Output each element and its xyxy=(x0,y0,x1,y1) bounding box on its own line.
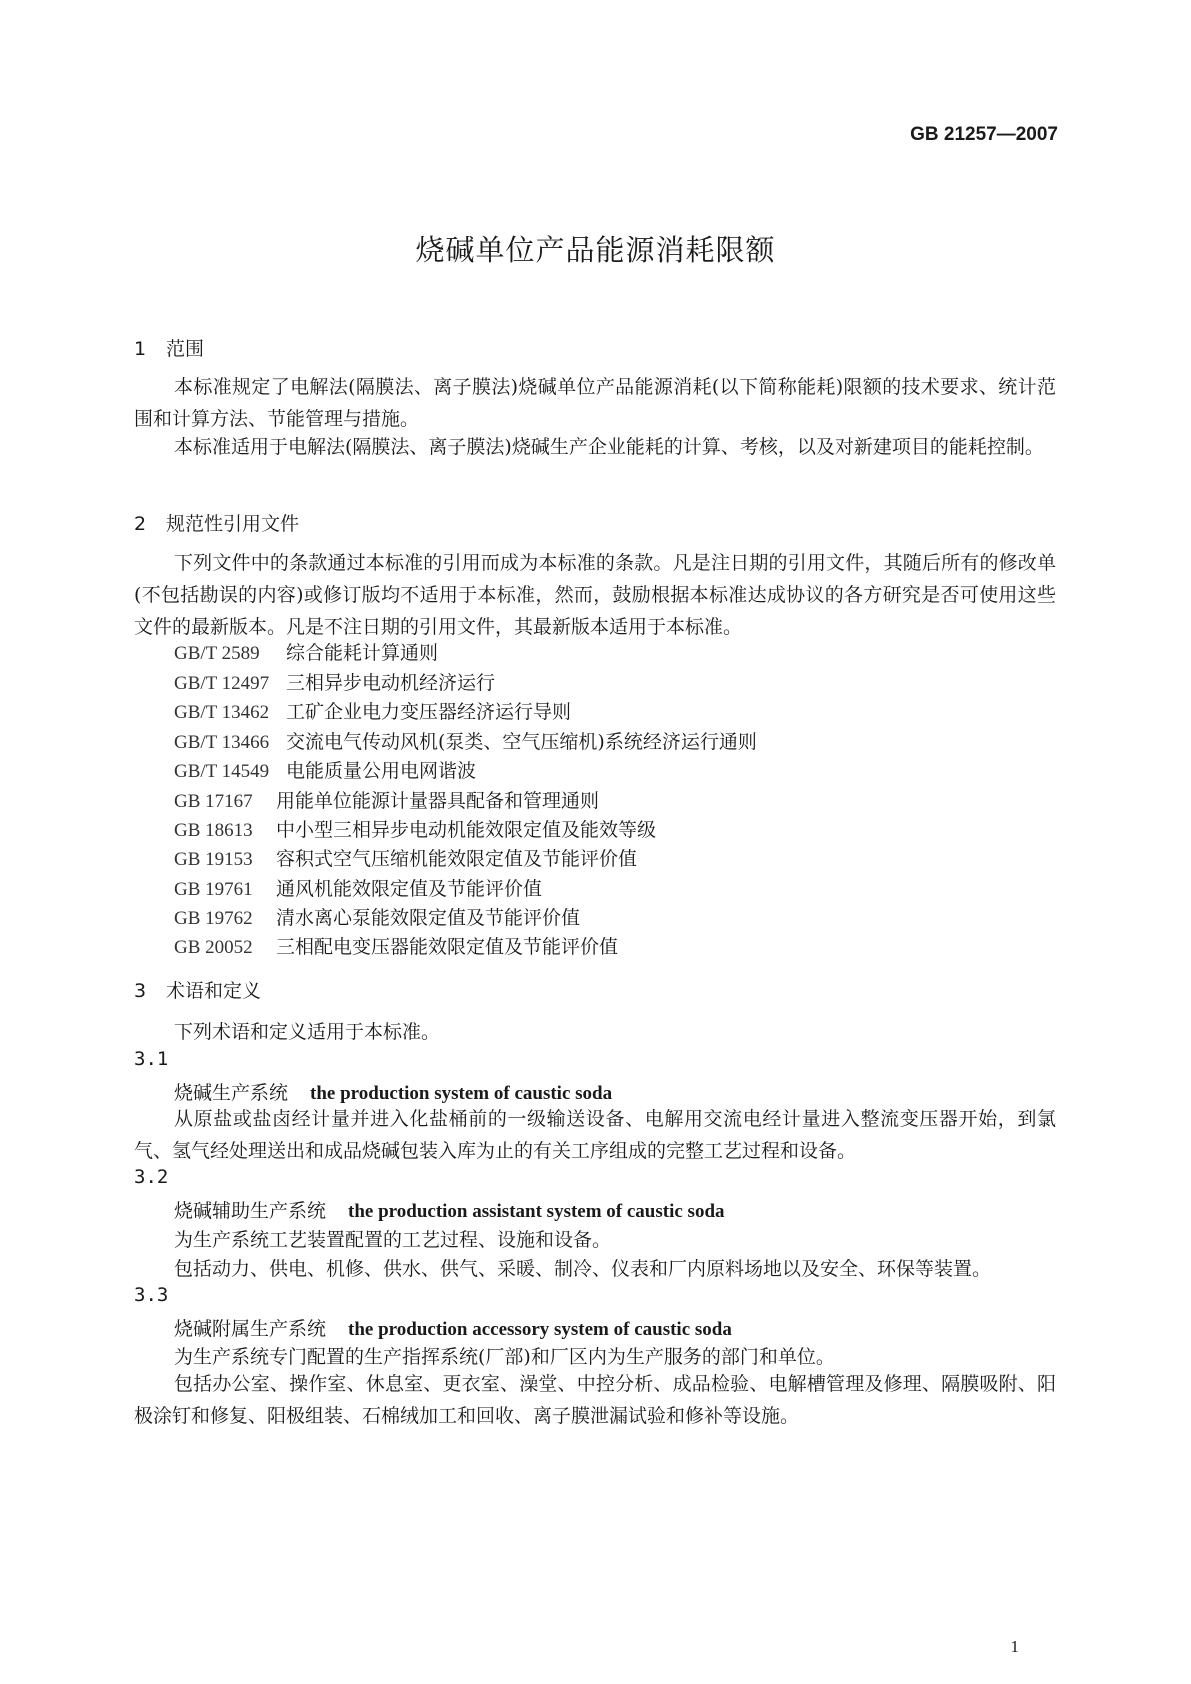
reference-title: 三相异步电动机经济运行 xyxy=(286,672,496,694)
reference-code: GB 19153 xyxy=(174,849,253,870)
reference-title: 中小型三相异步电动机能效限定值及能效等级 xyxy=(276,819,657,841)
reference-item xyxy=(174,756,476,783)
section-title: 规范性引用文件 xyxy=(166,513,300,535)
reference-item xyxy=(174,815,656,842)
clause-number: 3.1 xyxy=(134,1048,169,1070)
section-title: 术语和定义 xyxy=(166,980,262,1002)
reference-item xyxy=(174,903,580,930)
reference-title: 容积式空气压缩机能效限定值及节能评价值 xyxy=(276,848,638,870)
reference-title: 综合能耗计算通则 xyxy=(286,642,439,664)
document-title: 烧碱单位产品能源消耗限额 xyxy=(415,233,776,267)
term-english: the production system of caustic soda xyxy=(310,1083,613,1104)
reference-code: GB 17167 xyxy=(174,791,253,812)
term-note: 包括动力、供电、机修、供水、供气、采暖、制冷、仪表和厂内原料场地以及安全、环保等装置。 xyxy=(174,1258,992,1280)
reference-code: GB 20052 xyxy=(174,937,253,958)
term-english: the production accessory system of caustic soda xyxy=(348,1319,732,1340)
reference-code: GB/T 12497 xyxy=(174,673,270,694)
term-chinese: 烧碱辅助生产系统 xyxy=(174,1200,327,1222)
reference-title: 清水离心泵能效限定值及节能评价值 xyxy=(276,907,581,929)
section-title: 范围 xyxy=(166,338,205,360)
reference-code: GB/T 2589 xyxy=(174,643,260,664)
reference-code: GB/T 13462 xyxy=(174,702,270,723)
section-1-paragraph-2: 本标准适用于电解法(隔膜法、离子膜法)烧碱生产企业能耗的计算、考核，以及对新建项目的能耗控制。 xyxy=(174,436,1044,458)
term-definition: 为生产系统工艺装置配置的工艺过程、设施和设备。 xyxy=(174,1229,612,1251)
section-number: 3 xyxy=(134,980,147,1002)
reference-code: GB 19761 xyxy=(174,879,253,900)
reference-code: GB 18613 xyxy=(174,820,253,841)
section-3-intro: 下列术语和定义适用于本标准。 xyxy=(174,1021,441,1043)
section-number: 1 xyxy=(134,338,147,360)
reference-item xyxy=(174,668,495,695)
term-english: the production assistant system of caustic soda xyxy=(348,1201,725,1222)
term-definition: 为生产系统专门配置的生产指挥系统(厂部)和厂区内为生产服务的部门和单位。 xyxy=(174,1346,835,1368)
reference-item xyxy=(174,638,438,665)
reference-item xyxy=(174,874,542,901)
standard-code: GB 21257—2007 xyxy=(910,124,1058,145)
section-1-heading xyxy=(134,334,204,361)
reference-title: 通风机能效限定值及节能评价值 xyxy=(276,878,543,900)
reference-item xyxy=(174,786,599,813)
clause-number: 3.3 xyxy=(134,1284,169,1306)
reference-code: GB/T 14549 xyxy=(174,761,270,782)
section-1-paragraph-1: 本标准规定了电解法(隔膜法、离子膜法)烧碱单位产品能源消耗(以下简称能耗)限额的技术要求、统计范围和计算方法、节能管理与措施。 xyxy=(134,376,1056,430)
reference-title: 三相配电变压器能效限定值及节能评价值 xyxy=(276,936,619,958)
term-chinese: 烧碱附属生产系统 xyxy=(174,1318,327,1340)
term-chinese: 烧碱生产系统 xyxy=(174,1082,289,1104)
reference-item xyxy=(174,932,618,959)
reference-code: GB 19762 xyxy=(174,908,253,929)
term-definition: 从原盐或盐卤经计量并进入化盐桶前的一级输送设备、电解用交流电经计量进入整流变压器开始，到氯气、氢气经处理送出和成品烧碱包装入库为止的有关工序组成的完整工艺过程和设备。 xyxy=(134,1108,1056,1162)
reference-code: GB/T 13466 xyxy=(174,732,270,753)
term-heading xyxy=(174,1314,732,1341)
reference-item xyxy=(174,727,757,754)
reference-item xyxy=(174,697,571,724)
reference-item xyxy=(174,844,637,871)
section-2-paragraph-1: 下列文件中的条款通过本标准的引用而成为本标准的条款。凡是注日期的引用文件，其随后所有的修改单(不包括勘误的内容)或修订版均不适用于本标准，然而，鼓励根据本标准达成协议的各方研究是否可使用这些文件的最新版本。凡是不注日期的引用文件，其最新版本适用于本标准。 xyxy=(134,552,1056,638)
page-number: 1 xyxy=(1010,1637,1019,1656)
reference-title: 工矿企业电力变压器经济运行导则 xyxy=(286,701,572,723)
reference-title: 交流电气传动风机(泵类、空气压缩机)系统经济运行通则 xyxy=(286,731,757,753)
clause-number: 3.2 xyxy=(134,1166,169,1188)
reference-title: 用能单位能源计量器具配备和管理通则 xyxy=(276,790,600,812)
term-heading xyxy=(174,1196,725,1223)
reference-title: 电能质量公用电网谐波 xyxy=(286,760,477,782)
term-heading xyxy=(174,1078,612,1105)
section-number: 2 xyxy=(134,513,147,535)
term-note: 包括办公室、操作室、休息室、更衣室、澡堂、中控分析、成品检验、电解槽管理及修理、隔膜吸附、阳极涂钉和修复、阳极组装、石棉绒加工和回收、离子膜泄漏试验和修补等设施。 xyxy=(134,1373,1056,1427)
section-3-heading xyxy=(134,976,261,1003)
section-2-heading xyxy=(134,509,299,536)
